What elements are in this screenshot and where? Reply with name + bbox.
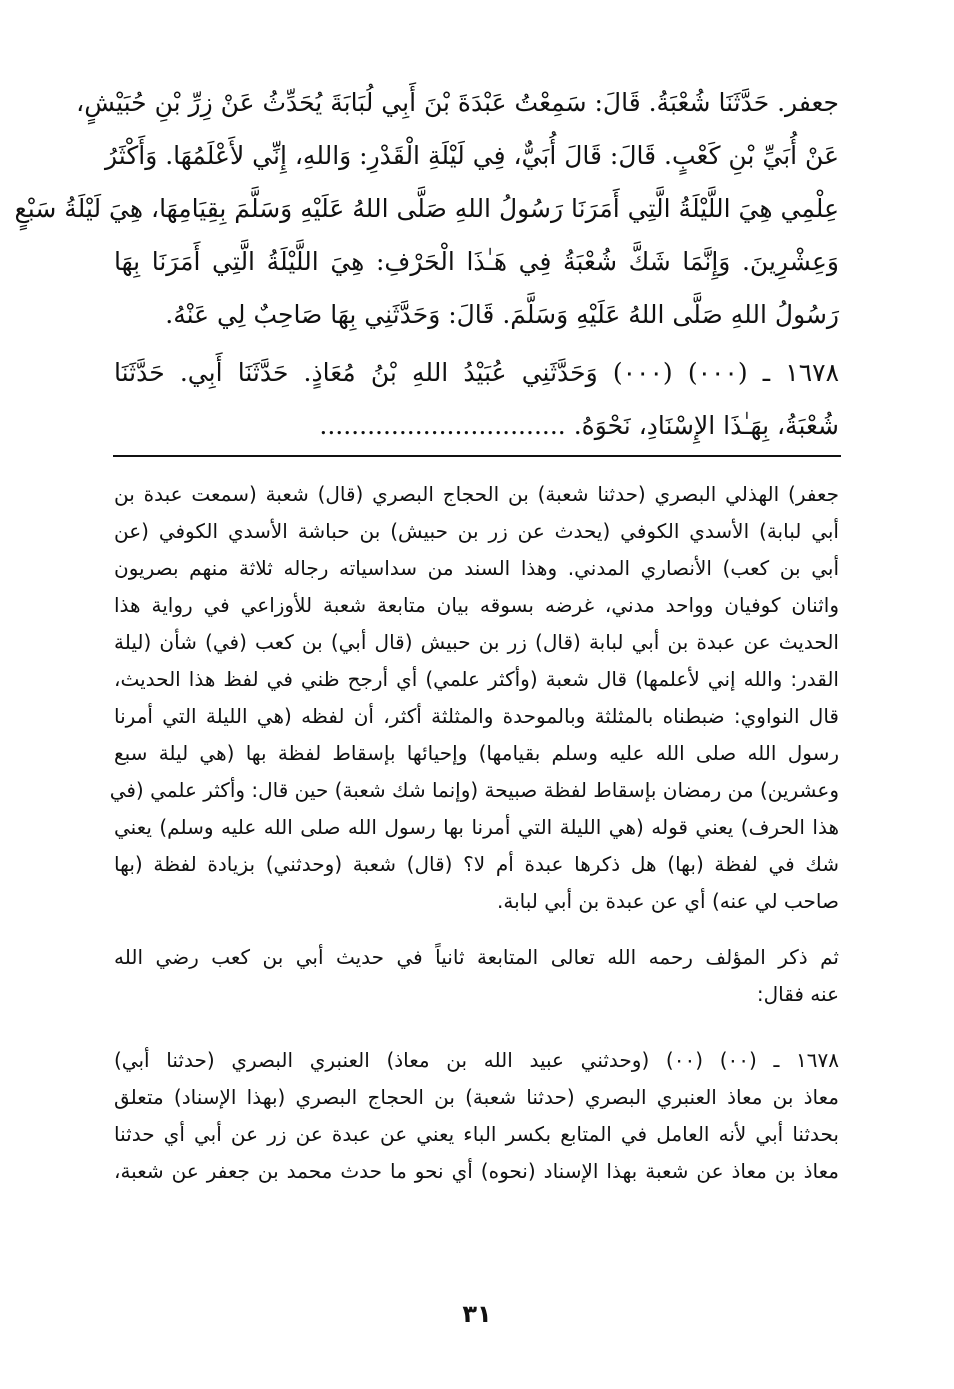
note-line: عنه فقال: <box>756 982 839 1006</box>
commentary2-line: ١٦٧٨ ـ (٠٠) (٠٠) (وحدثني عبيد الله بن معاذ) العنبري البصري (حدثنا أبي) <box>114 1048 839 1072</box>
matn-line: وَعِشْرِينَ. وَإِنَّمَا شَكَّ شُعْبَةُ فِي هَـٰذَا الْحَرْفِ: هِيَ اللَّيْلَةُ الَّتِي أَمَرَنَا بِهَا <box>114 247 839 276</box>
hadith-1678-line: شُعْبَةُ، بِهَـٰذَا الإِسْنَادِ، نَحْوَهُ. ............................... <box>319 411 839 440</box>
commentary2-line: معاذ بن معاذ العنبري البصري (حدثنا شعبة) بن الحجاج البصري (بهذا الإسناد) متعلق <box>114 1085 839 1109</box>
commentary2-line: معاذ بن معاذ عن شعبة بهذا الإسناد (نحوه) أي نحو ما حدث محمد بن جعفر عن شعبة، <box>114 1159 839 1183</box>
commentary-line: صاحب لي عنه) أي عن عبدة بن أبي لبابة. <box>497 889 839 913</box>
commentary-line: جعفر) الهذلي البصري (حدثنا شعبة) بن الحجاج البصري (قال) شعبة (سمعت عبدة بن <box>114 482 839 506</box>
page-number: ٣١ <box>462 1300 492 1328</box>
hadith-1678-line: ١٦٧٨ ـ (٠٠٠) (٠٠٠) وَحَدَّثَنِي عُبَيْدُ اللهِ بْنُ مُعَاذٍ. حَدَّثَنَا أَبِي. حَدَّثَنَا <box>114 358 839 387</box>
commentary-line: وعشرين) من رمضان بإسقاط لفظة صبيحة (وإنما شك شعبة) حين قال: وأكثر علمي (في <box>109 778 839 802</box>
commentary-line: شك في لفظة (بها) هل ذكرها عبدة أم لا؟ (قال) شعبة (وحدثني) بزيادة لفظة (بها <box>114 852 839 876</box>
commentary-line: قال النواوي: ضبطناه بالمثلثة وبالموحدة والمثلثة أكثر، أن لفظه (هي الليلة التي أمرنا <box>114 704 839 728</box>
commentary-line: واثنان كوفيان وواحد مدني، غرضه بسوقه بيان متابعة شعبة للأوزاعي في رواية هذا <box>114 593 839 617</box>
commentary-line: هذا الحرف) يعني قوله (هي الليلة التي أمرنا بها رسول الله صلى الله عليه وسلم) يعني <box>114 815 839 839</box>
commentary-line: رسول الله صلى الله عليه وسلم بقيامها) وإحيائها بإسقاط لفظة بها (هي ليلة سبع <box>114 741 839 765</box>
commentary-line: أبي لبابة) الأسدي الكوفي (يحدث عن زر بن حبيش) بن حباشة الأسدي الكوفي (عن <box>114 519 839 543</box>
commentary-line: الحديث عن عبدة بن أبي لبابة (قال) زر بن حبيش (قال أبي) بن كعب (في) شأن (ليلة <box>114 630 839 654</box>
commentary2-line: بحدثنا أبي لأنه العامل في المتابع بكسر الباء يعني عن عبدة عن زر عن أبي أي حدثنا <box>114 1122 839 1146</box>
note-line: ثم ذكر المؤلف رحمه الله تعالى المتابعة ثانياً في حديث أبي بن كعب رضي الله <box>114 945 839 969</box>
matn-line: عِلْمِي هِيَ اللَّيْلَةُ الَّتِي أَمَرَنَا رَسُولُ اللهِ صَلَّى اللهُ عَلَيْهِ وَسَلَّمَ بِقِيَامِهَا، هِيَ لَيْلَةُ سَبْعٍ <box>14 194 839 223</box>
commentary-line: أبي بن كعب) الأنصاري المدني. وهذا السند من سداسياته رجاله ثلاثة منهم بصريون <box>114 556 839 580</box>
commentary-line: القدر: والله إني لأعلمها) قال شعبة (وأكثر علمي) أي أرجح ظني في لفظ هذا الحديث، <box>114 667 839 691</box>
matn-line: رَسُولُ اللهِ صَلَّى اللهُ عَلَيْهِ وَسَلَّمَ. قَالَ: وَحَدَّثَنِي بِهَا صَاحِبٌ لِي عَنْهُ. <box>165 300 839 329</box>
matn-line: جعفر. حَدَّثَنَا شُعْبَةُ. قَالَ: سَمِعْتُ عَبْدَةَ بْنَ أَبِي لُبَابَةَ يُحَدِّثُ عَنْ زِرِّ بْنِ حُبَيْشٍ، <box>76 88 839 117</box>
footnote-separator <box>113 455 841 457</box>
matn-line: عَنْ أُبَيِّ بْنِ كَعْبٍ. قَالَ: قَالَ أُبَيٌّ، فِي لَيْلَةِ الْقَدْرِ: وَاللهِ، إِنِّي لأَعْلَمُهَا. وَأَكْثَرُ <box>105 141 839 170</box>
